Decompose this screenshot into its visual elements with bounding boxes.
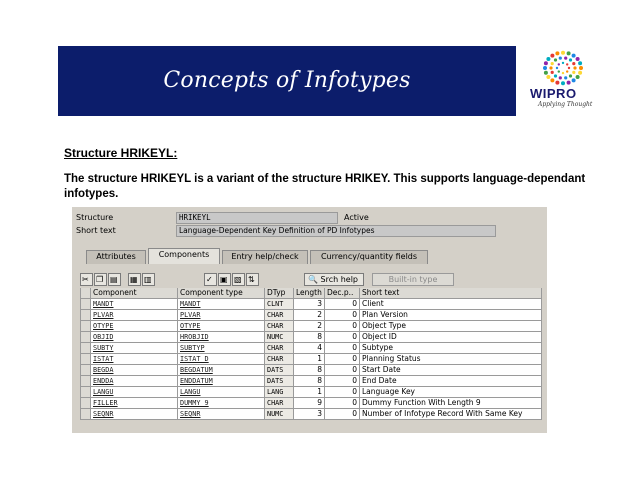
logo-dot [579, 66, 583, 70]
logo-dot [564, 76, 567, 79]
row-selector[interactable] [80, 387, 91, 398]
logo-dot [572, 78, 576, 82]
logo-dot [556, 67, 558, 69]
dtyp-cell[interactable]: CHAR [265, 398, 294, 409]
logo-dot [578, 61, 582, 65]
component-cell[interactable]: LANGU [91, 387, 178, 398]
component-type-cell[interactable]: PLVAR [178, 310, 265, 321]
length-cell[interactable]: 4 [294, 343, 325, 354]
short-text-cell[interactable]: Start Date [360, 365, 542, 376]
title-banner [58, 46, 516, 116]
structure-row [76, 212, 546, 224]
column-header[interactable]: Component [91, 288, 178, 299]
short-text-cell[interactable]: Number of Infotype Record With Same Key [360, 409, 542, 420]
row-selector[interactable] [80, 409, 91, 420]
logo-dot [544, 61, 548, 65]
short-text-cell[interactable]: Dummy Function With Length 9 [360, 398, 542, 409]
dtyp-cell[interactable]: LANG [265, 387, 294, 398]
dtyp-cell[interactable]: NUMC [265, 409, 294, 420]
dtyp-cell[interactable]: CHAR [265, 354, 294, 365]
logo-dot [554, 74, 557, 77]
short-text-cell[interactable]: Plan Version [360, 310, 542, 321]
logo-dot [555, 81, 559, 85]
column-header[interactable]: Component type [178, 288, 265, 299]
table-row[interactable] [80, 332, 542, 343]
logo-dot [578, 71, 582, 75]
logo-dot [576, 57, 580, 61]
shorttext-row [76, 225, 546, 237]
dtyp-cell[interactable]: CLNT [265, 299, 294, 310]
check-icon[interactable]: ✓ [204, 273, 217, 286]
logo-dot [566, 63, 568, 65]
logo-dot [550, 78, 554, 82]
row-selector[interactable] [80, 354, 91, 365]
search-help-button[interactable] [304, 273, 364, 286]
tab-currency-fields[interactable]: Currency/quantity fields [310, 250, 428, 264]
component-cell[interactable]: BEGDA [91, 365, 178, 376]
logo-dot [576, 75, 580, 79]
component-type-cell[interactable]: SUBTYP [178, 343, 265, 354]
decimals-cell[interactable]: 0 [325, 299, 360, 310]
short-text-cell[interactable]: Client [360, 299, 542, 310]
structure-label: Structure [76, 213, 114, 222]
table-row[interactable] [80, 387, 542, 398]
tab-attributes[interactable]: Attributes [86, 250, 146, 264]
logo-name: WIPRO [530, 86, 577, 101]
logo-dot [551, 62, 554, 65]
logo-dot [566, 70, 568, 72]
length-cell[interactable]: 1 [294, 387, 325, 398]
row-selector[interactable] [80, 398, 91, 409]
table-row[interactable] [80, 409, 542, 420]
logo-dot [572, 54, 576, 58]
select-all-cell[interactable] [80, 288, 91, 299]
logo-dot [551, 71, 554, 74]
logo-dot [562, 72, 564, 74]
banner-title: Concepts of Infotypes [163, 68, 411, 93]
column-header[interactable]: DTyp [265, 288, 294, 299]
deselect-icon[interactable]: ▧ [232, 273, 245, 286]
component-type-cell[interactable]: MANDT [178, 299, 265, 310]
row-selector[interactable] [80, 376, 91, 387]
column-header[interactable]: Short text [360, 288, 542, 299]
decimals-cell[interactable]: 0 [325, 365, 360, 376]
component-cell[interactable]: OBJID [91, 332, 178, 343]
dtyp-cell[interactable]: CHAR [265, 310, 294, 321]
logo-dot [569, 58, 572, 61]
logo-dot [558, 63, 560, 65]
tab-entry-help[interactable]: Entry help/check [222, 250, 308, 264]
logo-dot [569, 74, 572, 77]
length-cell[interactable]: 3 [294, 299, 325, 310]
length-cell[interactable]: 1 [294, 354, 325, 365]
logo-tagline: Applying Thought [538, 101, 593, 108]
cut-icon[interactable]: ✂ [80, 273, 93, 286]
section-heading: Structure HRIKEYL: [64, 146, 178, 160]
logo-dot [543, 66, 547, 70]
logo-dot [573, 66, 576, 69]
table-row[interactable] [80, 299, 542, 310]
short-text-cell[interactable]: Object ID [360, 332, 542, 343]
short-text-cell[interactable]: Language Key [360, 387, 542, 398]
insert-row-icon[interactable]: ▦ [128, 273, 141, 286]
logo-dot [558, 70, 560, 72]
sap-structure-screen [72, 207, 547, 433]
logo-dot [550, 54, 554, 58]
dtyp-cell[interactable]: DATS [265, 376, 294, 387]
status-text: Active [344, 213, 369, 222]
row-selector[interactable] [80, 365, 91, 376]
decimals-cell[interactable]: 0 [325, 387, 360, 398]
sort-icon[interactable]: ⇅ [246, 273, 259, 286]
dtyp-cell[interactable]: DATS [265, 365, 294, 376]
length-cell[interactable]: 9 [294, 398, 325, 409]
length-cell[interactable]: 8 [294, 332, 325, 343]
component-type-cell[interactable]: SEQNR [178, 409, 265, 420]
length-cell[interactable]: 2 [294, 310, 325, 321]
logo-dot [559, 76, 562, 79]
table-row[interactable] [80, 321, 542, 332]
component-type-cell[interactable]: LANGU [178, 387, 265, 398]
decimals-cell[interactable]: 0 [325, 343, 360, 354]
table-row[interactable] [80, 376, 542, 387]
component-cell[interactable]: ISTAT [91, 354, 178, 365]
logo-dot [546, 57, 550, 61]
row-selector[interactable] [80, 321, 91, 332]
decimals-cell[interactable]: 0 [325, 321, 360, 332]
short-text-cell[interactable]: Planning Status [360, 354, 542, 365]
component-type-cell[interactable]: DUMMY_9 [178, 398, 265, 409]
tab-components[interactable]: Components [148, 248, 220, 264]
short-text-cell[interactable]: Subtype [360, 343, 542, 354]
logo-dot [546, 75, 550, 79]
row-selector[interactable] [80, 299, 91, 310]
select-all-icon[interactable]: ▣ [218, 273, 231, 286]
column-header[interactable]: Dec.p.. [325, 288, 360, 299]
decimals-cell[interactable]: 0 [325, 354, 360, 365]
length-cell[interactable]: 2 [294, 321, 325, 332]
row-selector[interactable] [80, 332, 91, 343]
table-row[interactable] [80, 343, 542, 354]
short-text-cell[interactable]: End Date [360, 376, 542, 387]
built-in-type-button[interactable]: Built-in type [372, 273, 454, 286]
structure-field[interactable]: HRIKEYL [176, 212, 338, 224]
description-paragraph: The structure HRIKEYL is a variant of the structure HRIKEY. This supports language-dependant infotypes. [64, 173, 586, 200]
component-cell[interactable]: SUBTY [91, 343, 178, 354]
component-type-cell[interactable]: BEGDATUM [178, 365, 265, 376]
component-type-cell[interactable]: ISTAT_D [178, 354, 265, 365]
logo-dot [559, 57, 562, 60]
table-row[interactable] [80, 365, 542, 376]
search-help-label: Srch help [320, 275, 359, 284]
decimals-cell[interactable]: 0 [325, 332, 360, 343]
component-cell[interactable]: ENDDA [91, 376, 178, 387]
component-cell[interactable]: FILLER [91, 398, 178, 409]
logo-dot [572, 62, 575, 65]
logo-dot [554, 58, 557, 61]
component-cell[interactable]: MANDT [91, 299, 178, 310]
search-help-icon: 🔍 [308, 275, 318, 284]
component-cell[interactable]: SEQNR [91, 409, 178, 420]
delete-row-icon[interactable]: ▥ [142, 273, 155, 286]
logo-dot [561, 51, 565, 55]
table-header-row [80, 288, 542, 299]
dtyp-cell[interactable]: CHAR [265, 321, 294, 332]
component-type-cell[interactable]: OTYPE [178, 321, 265, 332]
decimals-cell[interactable]: 0 [325, 376, 360, 387]
logo-dot [567, 81, 571, 85]
decimals-cell[interactable]: 0 [325, 398, 360, 409]
logo-dot [567, 51, 571, 55]
logo-dot [568, 67, 570, 69]
dtyp-cell[interactable]: CHAR [265, 343, 294, 354]
component-type-cell[interactable]: HROBJID [178, 332, 265, 343]
logo-dot [544, 71, 548, 75]
paste-icon[interactable]: ▤ [108, 273, 121, 286]
shorttext-field[interactable]: Language-Dependent Key Definition of PD Infotypes [176, 225, 496, 237]
logo-dot [549, 66, 552, 69]
decimals-cell[interactable]: 0 [325, 310, 360, 321]
component-type-cell[interactable]: ENDDATUM [178, 376, 265, 387]
length-cell[interactable]: 3 [294, 409, 325, 420]
table-row[interactable] [80, 398, 542, 409]
logo-dot [561, 81, 565, 85]
table-row[interactable] [80, 354, 542, 365]
component-cell[interactable]: OTYPE [91, 321, 178, 332]
shorttext-label: Short text [76, 226, 116, 235]
logo-dot [564, 57, 567, 60]
table-row[interactable] [80, 310, 542, 321]
length-cell[interactable]: 8 [294, 365, 325, 376]
row-selector[interactable] [80, 310, 91, 321]
column-header[interactable]: Length [294, 288, 325, 299]
copy-icon[interactable]: ❐ [94, 273, 107, 286]
logo-dot [572, 71, 575, 74]
short-text-cell[interactable]: Object Type [360, 321, 542, 332]
dtyp-cell[interactable]: NUMC [265, 332, 294, 343]
component-cell[interactable]: PLVAR [91, 310, 178, 321]
decimals-cell[interactable]: 0 [325, 409, 360, 420]
logo-dot [562, 62, 564, 64]
row-selector[interactable] [80, 343, 91, 354]
length-cell[interactable]: 8 [294, 376, 325, 387]
logo-dot [555, 51, 559, 55]
